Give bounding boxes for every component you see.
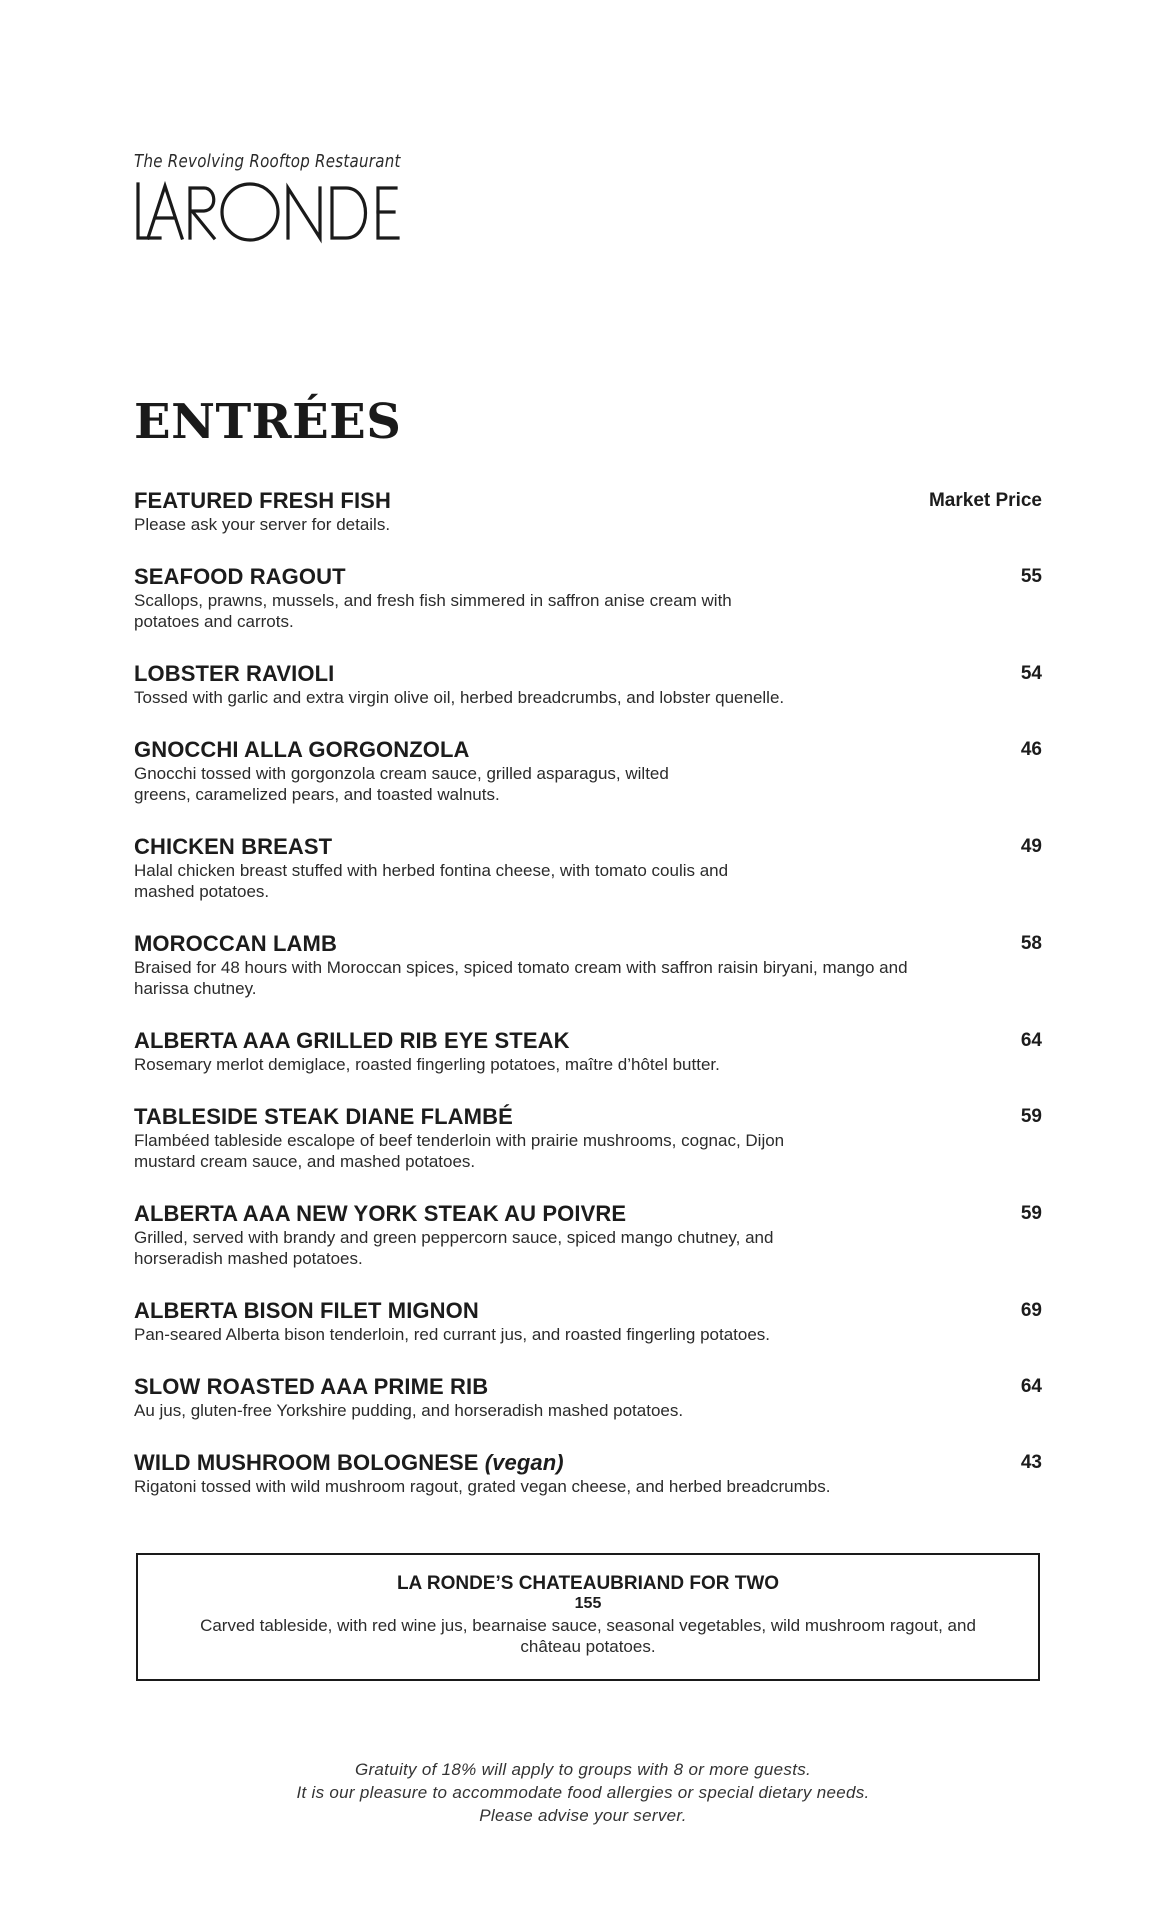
item-name: TABLESIDE STEAK DIANE FLAMBÉ [134,1104,513,1129]
item-description: Halal chicken breast stuffed with herbed fontina cheese, with tomato coulis and mashed potatoes. [134,861,729,901]
feature-description: Carved tableside, with red wine jus, bearnaise sauce, seasonal vegetables, wild mushroom ragout, and château potatoes. [200,1616,976,1656]
item-price: 54 [1020,663,1042,684]
chateaubriand-feature-box [136,1553,1040,1681]
item-price: 69 [1020,1300,1042,1321]
item-price: 59 [1020,1106,1042,1127]
item-name: WILD MUSHROOM BOLOGNESE (vegan) [134,1450,564,1475]
restaurant-logo [134,152,424,244]
section-title: ENTRÉES [134,394,402,450]
item-description: Grilled, served with brandy and green peppercorn sauce, spiced mango chutney, and horseradish mashed potatoes. [134,1228,774,1268]
item-name: LOBSTER RAVIOLI [134,661,335,686]
item-name: FEATURED FRESH FISH [134,488,391,513]
advise-server-note: Please advise your server. [479,1806,687,1825]
item-description: Flambéed tableside escalope of beef tenderloin with prairie mushrooms, cognac, Dijon mustard cream sauce, and mashed potatoes. [134,1131,785,1171]
item-name: ALBERTA BISON FILET MIGNON [134,1298,479,1323]
menu-item [134,1028,1042,1104]
item-price: 64 [1020,1376,1042,1397]
item-price: 43 [1020,1452,1042,1473]
menu-item [134,834,1042,931]
menu-item [134,1298,1042,1374]
item-description: Please ask your server for details. [134,515,391,534]
item-description: Braised for 48 hours with Moroccan spices, spiced tomato cream with saffron raisin biryani, mango and harissa chutney. [134,958,908,998]
item-name: SLOW ROASTED AAA PRIME RIB [134,1374,489,1399]
item-description: Rigatoni tossed with wild mushroom ragout, grated vegan cheese, and herbed breadcrumbs. [134,1477,831,1496]
feature-title: LA RONDE’S CHATEAUBRIAND FOR TWO [396,1573,780,1594]
item-description: Pan-seared Alberta bison tenderloin, red currant jus, and roasted fingerling potatoes. [134,1325,771,1344]
item-description: Au jus, gluten-free Yorkshire pudding, and horseradish mashed potatoes. [134,1401,684,1420]
item-name: GNOCCHI ALLA GORGONZOLA [134,737,470,762]
menu-item [134,661,1042,737]
menu-item [134,488,1042,564]
allergy-note: It is our pleasure to accommodate food allergies or special dietary needs. [296,1783,870,1802]
menu-item [134,931,1042,1028]
item-price: 49 [1020,836,1042,857]
item-name: MOROCCAN LAMB [134,931,337,956]
feature-price: 155 [574,1595,602,1612]
item-name: ALBERTA AAA NEW YORK STEAK AU POIVRE [134,1201,627,1226]
logo-tagline: The Revolving Rooftop Restaurant [134,152,401,172]
item-price: Market Price [928,490,1042,511]
item-description: Rosemary merlot demiglace, roasted fingerling potatoes, maître d’hôtel butter. [134,1055,720,1074]
item-description: Scallops, prawns, mussels, and fresh fish simmered in saffron anise cream with potatoes and carrots. [134,591,732,631]
menu-item [134,564,1042,661]
laronde-wordmark-graphic [134,178,424,244]
item-price: 58 [1020,933,1042,954]
item-name: CHICKEN BREAST [134,834,333,859]
menu-item [134,1104,1042,1201]
item-price: 59 [1020,1203,1042,1224]
gratuity-note: Gratuity of 18% will apply to groups with 8 or more guests. [354,1760,812,1779]
item-price: 55 [1020,566,1042,587]
menu-item [134,1374,1042,1450]
item-price: 64 [1020,1030,1042,1051]
footer-notes [0,1758,1166,1827]
menu-item [134,737,1042,834]
item-price: 46 [1020,739,1042,760]
entree-list [134,488,1042,1526]
item-description: Tossed with garlic and extra virgin olive oil, herbed breadcrumbs, and lobster quenelle. [134,688,785,707]
item-description: Gnocchi tossed with gorgonzola cream sauce, grilled asparagus, wilted greens, caramelized pears, and toasted walnuts. [134,764,669,804]
item-name: ALBERTA AAA GRILLED RIB EYE STEAK [134,1028,570,1053]
logo-wordmark [134,178,424,244]
menu-item [134,1450,1042,1526]
menu-item [134,1201,1042,1298]
item-name: SEAFOOD RAGOUT [134,564,346,589]
